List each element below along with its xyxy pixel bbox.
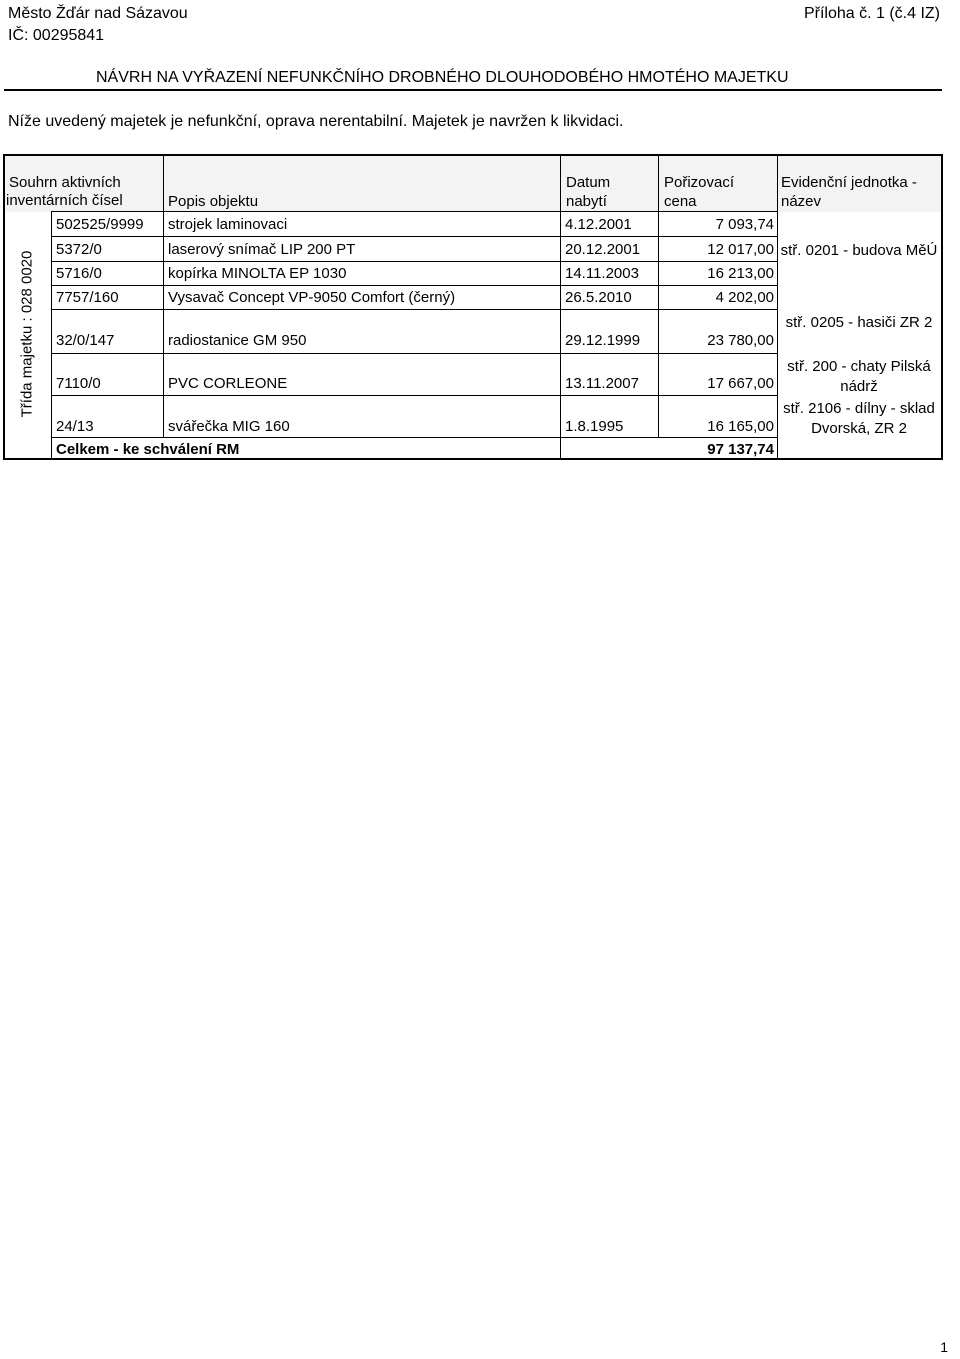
row-separator [51, 261, 778, 262]
document-title: NÁVRH NA VYŘAZENÍ NEFUNKČNÍHO DROBNÉHO DLOUHODOBÉHO HMOTÉHO MAJETKU [96, 69, 789, 86]
cell-description: PVC CORLEONE [168, 375, 288, 392]
header-separator [163, 154, 164, 212]
cell-date: 4.12.2001 [565, 216, 632, 233]
organization-name: Město Žďár nad Sázavou [8, 5, 188, 22]
cell-price: 12 017,00 [707, 241, 774, 258]
cell-inventory: 502525/9999 [56, 216, 144, 233]
total-label: Celkem - ke schválení RM [56, 441, 240, 458]
column-header-inventory-line2: inventárních čísel [6, 192, 123, 209]
column-header-unit-line1: Evidenční jednotka - [781, 174, 917, 191]
cell-date: 14.11.2003 [565, 265, 639, 282]
total-value: 97 137,74 [707, 441, 774, 458]
cell-price: 16 213,00 [707, 265, 774, 282]
cell-date: 1.8.1995 [565, 418, 624, 435]
cell-description: radiostanice GM 950 [168, 332, 307, 349]
column-header-date-line1: Datum [566, 174, 611, 191]
row-separator [51, 236, 778, 237]
cell-date: 26.5.2010 [565, 289, 632, 306]
cell-inventory: 32/0/147 [56, 332, 115, 349]
column-header-unit-line2: název [781, 193, 822, 210]
cell-date: 13.11.2007 [565, 375, 639, 392]
intro-text: Níže uvedený majetek je nefunkční, oprava nerentabilní. Majetek je navržen k likvidaci. [8, 113, 624, 130]
header-bottom-line [51, 211, 778, 212]
table-border-right [941, 154, 943, 460]
column-separator [560, 211, 561, 460]
cell-price: 17 667,00 [707, 375, 774, 392]
asset-class-label: Třída majetku : 028 0020 [18, 250, 36, 418]
cell-inventory: 7110/0 [56, 375, 101, 392]
cell-description: Vysavač Concept VP-9050 Comfort (černý) [168, 289, 456, 306]
cell-description: kopírka MINOLTA EP 1030 [168, 265, 347, 282]
row-separator [51, 437, 778, 438]
title-underline [4, 89, 942, 91]
cell-unit: stř. 0201 - budova MěÚ [780, 242, 938, 259]
cell-description: strojek laminovaci [168, 216, 288, 233]
table-border-top [3, 154, 943, 156]
header-separator [658, 154, 659, 212]
column-header-date-line2: nabytí [566, 193, 607, 210]
cell-inventory: 7757/160 [56, 289, 119, 306]
table-border-bottom [3, 458, 943, 460]
row-separator [51, 309, 778, 310]
cell-date: 20.12.2001 [565, 241, 641, 258]
cell-unit: stř. 0205 - hasiči ZR 2 [785, 314, 933, 331]
cell-description: laserový snímač LIP 200 PT [168, 241, 356, 258]
cell-price: 4 202,00 [715, 289, 774, 306]
cell-date: 29.12.1999 [565, 332, 641, 349]
column-header-inventory-line1: Souhrn aktivních [9, 174, 121, 191]
row-separator [51, 285, 778, 286]
cell-inventory: 5716/0 [56, 265, 102, 282]
organization-id: IČ: 00295841 [8, 27, 105, 44]
cell-unit: stř. 200 - chaty Pilská nádrž [787, 358, 931, 395]
cell-inventory: 24/13 [56, 418, 94, 435]
column-header-price-line1: Pořizovací [664, 174, 735, 191]
header-separator [560, 154, 561, 212]
column-header-description: Popis objektu [168, 193, 259, 210]
page-number: 1 [940, 1339, 948, 1355]
column-header-price-line2: cena [664, 193, 697, 210]
cell-unit: stř. 2106 - dílny - sklad Dvorská, ZR 2 [783, 400, 935, 437]
cell-price: 7 093,74 [715, 216, 774, 233]
cell-price: 23 780,00 [707, 332, 774, 349]
cell-description: svářečka MIG 160 [168, 418, 290, 435]
attachment-label: Příloha č. 1 (č.4 IZ) [803, 5, 940, 22]
column-separator [163, 211, 164, 437]
row-separator [51, 395, 778, 396]
row-separator [51, 353, 778, 354]
column-separator [777, 154, 778, 460]
cell-price: 16 165,00 [707, 418, 774, 435]
cell-inventory: 5372/0 [56, 241, 102, 258]
column-separator [51, 211, 52, 460]
table-border-left [3, 154, 5, 460]
